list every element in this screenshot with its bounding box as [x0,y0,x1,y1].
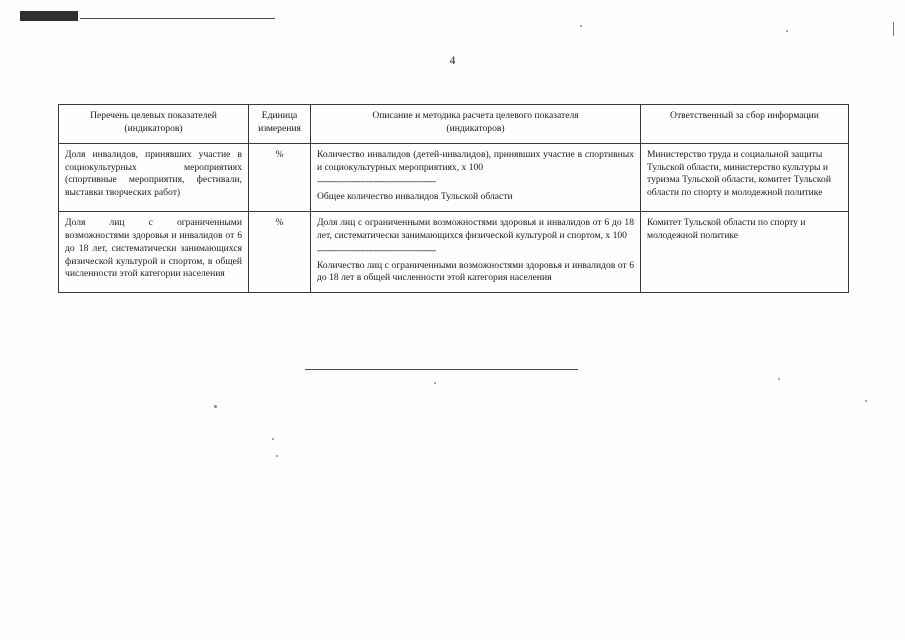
table-row [59,212,849,293]
scan-speck [786,30,788,32]
scan-speck [434,382,436,384]
table-row [59,143,849,211]
table-header-row [59,105,849,144]
cell-unit: % [249,212,311,293]
cell-responsible: Комитет Тульской области по спорту и молодежной политике [641,212,849,293]
page-number: 4 [449,55,456,67]
scan-speck [580,25,582,27]
column-header-indicator: Перечень целевых показателей (индикаторов) [59,105,249,144]
cell-indicator: Доля инвалидов, принявших участие в социокультурных мероприятиях (спортивные мероприятия, фестивали, выставки творческих работ) [59,143,249,211]
scan-speck [276,455,278,457]
scan-artifact-right-tick [893,22,894,36]
method-divider: -------------------------------------------- [317,176,436,188]
cell-responsible: Министерство труда и социальной защиты Тульской области, министерство культуры и туризма Тульской области, комитет Тульской области по спорту и молодежной политике [641,143,849,211]
method-numerator: Количество инвалидов (детей-инвалидов), принявших участие в спортивных и социокультурных мероприятиях, х 100 [317,148,634,173]
scan-speck [272,438,274,440]
scan-artifact-top-left [20,11,78,21]
scan-speck [865,400,867,402]
column-header-responsible: Ответственный за сбор информации [641,105,849,144]
scan-speck [214,405,217,408]
cell-indicator: Доля лиц с ограниченными возможностями здоровья и инвалидов от 6 до 18 лет, систематически занимающихся физической культурой и спортом, в общей численности этой категории населения [59,212,249,293]
scan-speck [778,378,780,380]
scan-artifact-bottom-rule [305,369,578,370]
method-denominator: Количество лиц с ограниченными возможностями здоровья и инвалидов от 6 до 18 лет в общей численности этой категория населения [317,259,634,284]
cell-unit: % [249,143,311,211]
cell-method [311,212,641,293]
indicators-table [58,104,849,293]
scan-artifact-top-rule [80,18,275,19]
cell-method [311,143,641,211]
column-header-method: Описание и методика расчета целевого показателя (индикаторов) [311,105,641,144]
column-header-unit: Единица измерения [249,105,311,144]
method-numerator: Доля лиц с ограниченными возможностями здоровья и инвалидов от 6 до 18 лет, систематически занимающихся физической культурой и спортом, х 100 [317,217,634,241]
method-divider: -------------------------------------------- [317,244,436,256]
method-denominator: Общее количество инвалидов Тульской области [317,191,513,203]
